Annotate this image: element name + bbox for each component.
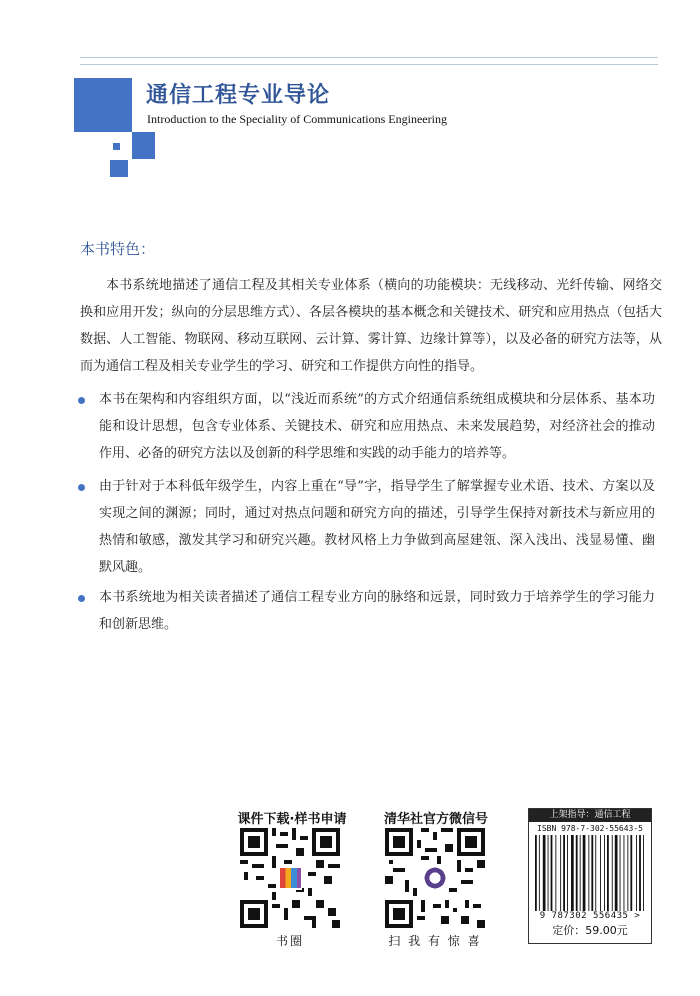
book-price: 定价：59.00元	[552, 924, 628, 937]
feature-bullet-1: 本书在架构和内容组织方面，以“浅近而系统”的方式介绍通信系统组成模块和分层体系、基本功能和设计思想，包含专业体系、关键技术、研究和应用热点、未来发展趋势，对经济社会的推动作用、必备的研究方法以及创新的科学思维和实践的动手能力的培养等。	[99, 392, 655, 461]
isbn-barcode-block	[528, 808, 652, 944]
decor-square-bottom	[110, 160, 128, 177]
qr-caption-courseware: 书圈	[275, 934, 304, 948]
qr-caption-wechat: 扫 我 有 惊 喜	[388, 934, 482, 948]
qr-code-courseware	[240, 828, 340, 928]
features-intro: 本书系统地描述了通信工程及其相关专业体系（横向的功能模块：无线移动、光纤传输、网络交换和应用开发；纵向的分层思维方式）、各层各模块的基本概念和关键技术、研究和应用热点（包括大数据、人工智能、物联网、移动互联网、云计算、雾计算、边缘计算等），以及必备的研究方法等，从而为通信工程及相关专业学生的学习、研究和工作提供方向性的指导。	[80, 278, 662, 374]
barcode-icon	[531, 835, 649, 911]
feature-bullet-3: 本书系统地为相关读者描述了通信工程专业方向的脉络和远景，同时致力于培养学生的学习能力和创新思维。	[99, 590, 655, 632]
header-rule-top	[80, 57, 658, 58]
features-heading: 本书特色：	[80, 240, 156, 258]
decor-square-small	[113, 143, 120, 150]
book-title-cn: 通信工程专业导论	[146, 83, 331, 108]
barcode-digits: 9 787302 556435 >	[539, 911, 641, 921]
qr-code-icon	[385, 828, 485, 928]
shelf-category: 上架指导：通信工程	[529, 809, 651, 822]
decor-square-medium	[132, 132, 155, 159]
feature-bullet-2: 由于针对于本科低年级学生，内容上重在“导”字，指导学生了解掌握专业术语、技术、方案以及实现之间的渊源；同时，通过对热点问题和研究方向的描述，引导学生保持对新技术与新应用的热情和敏感，激发其学习和研究兴趣。教材风格上力争做到高屋建瓴、深入浅出、浅显易懂、幽默风趣。	[99, 479, 655, 575]
qr-label-courseware: 课件下载·样书申请	[237, 812, 347, 827]
header-rule-bottom	[80, 64, 658, 65]
bullet-dot-3	[78, 595, 85, 602]
qr-code-icon	[240, 828, 340, 928]
book-title-en: Introduction to the Speciality of Communications Engineering	[147, 112, 447, 126]
qr-label-wechat: 清华社官方微信号	[383, 812, 488, 827]
decor-square-large	[74, 78, 132, 132]
qr-code-wechat	[385, 828, 485, 928]
bullet-dot-2	[78, 484, 85, 491]
bullet-dot-1	[78, 397, 85, 404]
isbn-number: ISBN 978-7-302-55643-5	[537, 824, 643, 833]
